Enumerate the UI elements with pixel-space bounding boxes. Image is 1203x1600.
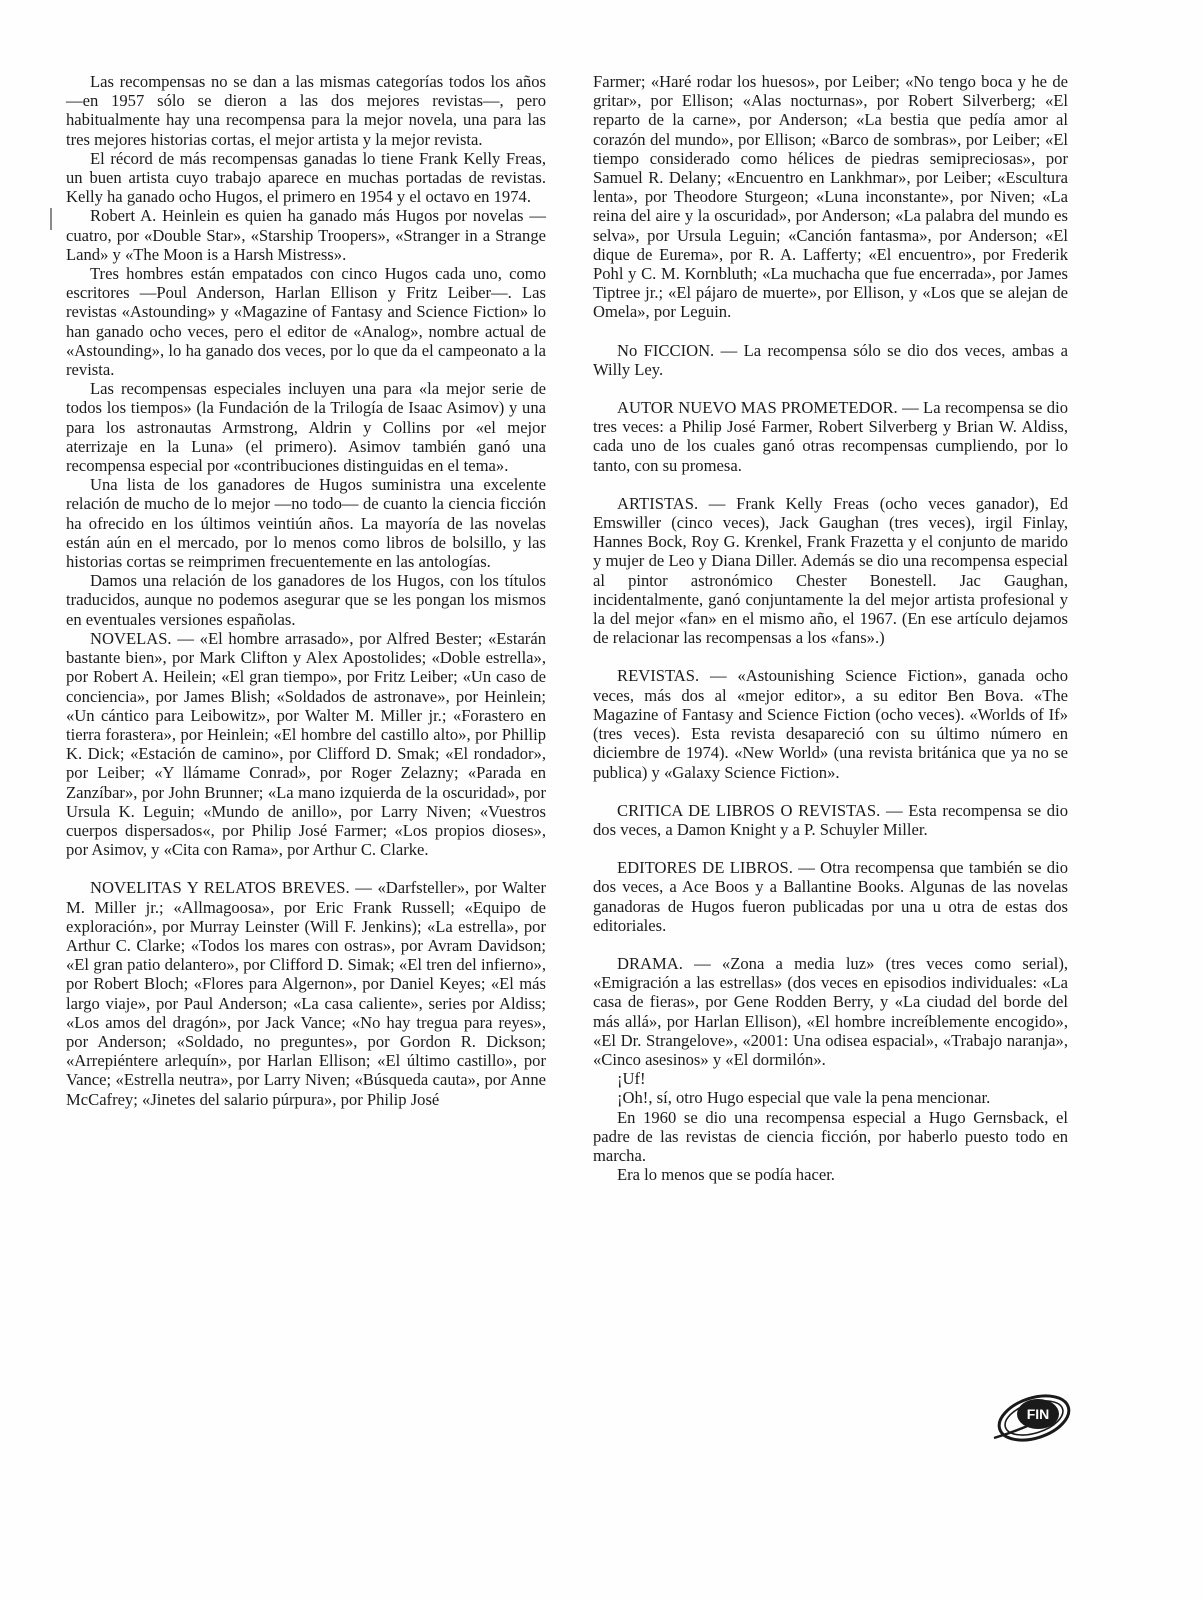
scan-margin-mark [50,208,52,230]
right-column [593,72,1068,1184]
paragraph-categories: Las recompensas no se dan a las mismas categorías todos los años —en 1957 sólo se dieron a las dos mejores revistas—, pero habitualmente hay una recompensa para la mejor novela, una para las tres mejores historias cortas, el mejor artista y la mejor revista. [66,72,546,149]
paragraph-autor-nuevo: AUTOR NUEVO MAS PROMETEDOR. — La recompensa se dio tres veces: a Philip José Farmer, Robert Silverberg y Brian W. Aldiss, cada uno de los cuales ganó otras recompensas cumpliendo, por lo tanto, con su promesa. [593,398,1068,475]
paragraph-special-awards: Las recompensas especiales incluyen una para «la mejor serie de todos los tiempos» (la Fundación de la Trilogía de Isaac Asimov) y una para los astronautas Armstrong, Aldrin y Collins por «el mejor aterrizaje en la Luna» (el primero). Asimov también ganó una recompensa especial por «contribuciones distinguidas en el tema». [66,379,546,476]
paragraph-winners-list-intro: Una lista de los ganadores de Hugos suministra una excelente relación de mucho de lo mejor —no todo— de cuanto la ciencia ficción ha ofrecido en los últimos veintiún años. La mayoría de las novelas están aún en el mercado, por lo menos como libros de bolsillo, y las historias cortas se reimprimen frecuentemente en las antologías. [66,475,546,572]
paragraph-revistas: REVISTAS. — «Astounishing Science Fiction», ganada ocho veces, más dos al «mejor editor», a su editor Ben Bova. «The Magazine of Fantasy and Science Fiction (ocho veces). «Worlds of If» (tres veces). Esta revista desapareció con su último número en diciembre de 1974). «New World» (una revista británica que ya no se publica) y «Galaxy Science Fiction». [593,666,1068,782]
fin-ring-logo-icon [984,1388,1080,1448]
paragraph-heinlein: Robert A. Heinlein es quien ha ganado más Hugos por novelas —cuatro, por «Double Star», «Starship Troopers», «Stranger in a Strange Land» y «The Moon is a Harsh Mistress». [66,206,546,264]
left-column [66,72,546,1109]
paragraph-kelly-freas: El récord de más recompensas ganadas lo tiene Frank Kelly Freas, un buen artista cuyo trabajo aparece en muchas portadas de revistas. Kelly ha ganado ocho Hugos, el primero en 1954 y el octavo en 1974. [66,148,546,207]
paragraph-tied-winners: Tres hombres están empatados con cinco Hugos cada uno, como escritores —Poul Anderson, Harlan Ellison y Fritz Leiber—. Las revistas «Astounding» y «Magazine of Fantasy and Science Fiction» lo han ganado ocho veces, pero el editor de «Analog», nombre actual de «Astounding», lo ha ganado dos veces, por lo que da el campeonato a la revista. [66,264,546,380]
paragraph-no-ficcion: No FICCION. — La recompensa sólo se dio dos veces, ambas a Willy Ley. [593,340,1068,379]
paragraph-artistas: ARTISTAS. — Frank Kelly Freas (ocho veces ganador), Ed Emswiller (cinco veces), Jack Gaughan (tres veces), irgil Finlay, Hannes Bock, Roy G. Krenkel, Frank Frazetta y el conjunto de marido y mujer de Leo y Diana Diller. Además se dio una recompensa especial al pintor astronómico Chester Bonestell. Jac Gaughan, incidentalmente, ganó conjuntamente la del mejor artista profesional y la del mejor «fan» en el mismo año, el 1967. (En ese artículo dejamos de relacionar las recompensas a los «fans».) [593,493,1068,648]
paragraph-novelitas-continued: Farmer; «Haré rodar los huesos», por Leiber; «No tengo boca y he de gritar», por Ellison; «Alas nocturnas», por Robert Silverberg; «El reparto de la carne», por Anderson; «La bestia que pedía amor al corazón del mundo», por Ellison; «Barco de sombras», por Leiber; «El tiempo considerado como hélices de piedras semipreciosas», por Samuel R. Delany; «Encuentro en Lankhmar», por Leiber; «Escultura lenta», por Theodore Sturgeon; «Luna inconstante», por Niven; «La reina del aire y la oscuridad», por Anderson; «La palabra del mundo es selva», por Ursula Leguin; «Canción fantasma», por Anderson; «El dique de Eurema», por R. A. Lafferty; «El encuentro», por Frederik Pohl y C. M. Kornbluth; «La muchacha que fue encerrada», por James Tiptree jr.; «El pájaro de muerte», por Ellison, y «Los que se alejan de Omela», por Leguin. [593,72,1068,322]
paragraph-novelitas: NOVELITAS Y RELATOS BREVES. — «Darfsteller», por Walter M. Miller jr.; «Allmagoosa», por Eric Frank Russell; «Equipo de exploración», por Murray Leinster (Will F. Jenkins); «La estrella», por Arthur C. Clarke; «Todos los mares con ostras», por Avram Davidson; «El gran patio delantero», por Clifford D. Simak; «El tren del infierno», por Robert Bloch; «Flores para Algernon», por Daniel Keyes; «El más largo viaje», por Paul Anderson; «La casa caliente», series por Aldiss; «Los amos del dragón», por Jack Vance; «No hay tregua para reyes», por Anderson; «Soldado, no preguntes», por Gordon R. Dickson; «Arrepiéntere arlequín», por Harlan Ellison; «El último castillo», por Vance; «Estrella neutra», por Larry Niven; «Búsqueda cauta», por Anne McCafrey; «Jinetes del salario púrpura», por Philip José [66,878,546,1109]
paragraph-translated-titles: Damos una relación de los ganadores de los Hugos, con los títulos traducidos, aunque no podemos asegurar que se les pongan los mismos en eventuales versiones españolas. [66,571,546,629]
paragraph-oh: ¡Oh!, sí, otro Hugo especial que vale la pena mencionar. [617,1088,991,1108]
paragraph-drama: DRAMA. — «Zona a media luz» (tres veces como serial), «Emigración a las estrellas» (dos veces en episodios individuales: «La casa de fieras», por Gene Rodden Berry, y «La ciudad del borde del más allá», por Harlan Ellison), «El hombre increíblemente encogido», «El Dr. Strangelove», «2001: Una odisea espacial», «Trabajo naranja», «Cinco asesinos» y «El dormilón». [593,953,1068,1069]
paragraph-critica: CRITICA DE LIBROS O REVISTAS. — Esta recompensa se dio dos veces, a Damon Knight y a P. Schuyler Miller. [593,800,1068,839]
paragraph-gernsback: En 1960 se dio una recompensa especial a Hugo Gernsback, el padre de las revistas de ciencia ficción, por haberlo puesto todo en marcha. [593,1107,1068,1165]
paragraph-editores: EDITORES DE LIBROS. — Otra recompensa que también se dio dos veces, a Ace Boos y a Ballantine Books. Algunas de las novelas ganadoras de Hugos fueron publicadas por una u otra de estas dos editoriales. [593,858,1068,935]
fin-logo-text: FIN [1026,1406,1050,1422]
paragraph-uf: ¡Uf! [617,1069,646,1089]
paragraph-novelas: NOVELAS. — «El hombre arrasado», por Alfred Bester; «Estarán bastante bien», por Mark Clifton y Alex Apostolides; «Doble estrella», por Robert A. Heilein; «El gran tiempo», por Fritz Leiber; «Un caso de conciencia», por James Blish; «Soldados de astronave», por Heinlein; «Un cántico para Leibowitz», por Walter M. Miller jr.; «Forastero en tierra forastera», por Heinlein; «El hombre del castillo alto», por Phillip K. Dick; «Estación de camino», por Clifford D. Smak; «El rondador», por Leiber; «Y llámame Conrad», por Roger Zelazny; «Parada en Zanzíbar», por John Brunner; «La mano izquierda de la oscuridad», por Ursula K. Leguin; «Mundo de anillo», por Larry Niven; «Vuestros cuerpos dispersados«, por Philip José Farmer; «Los propios dioses», por Asimov, y «Cita con Rama», por Arthur C. Clarke. [66,628,546,860]
paragraph-closing: Era lo menos que se podía hacer. [617,1165,835,1185]
